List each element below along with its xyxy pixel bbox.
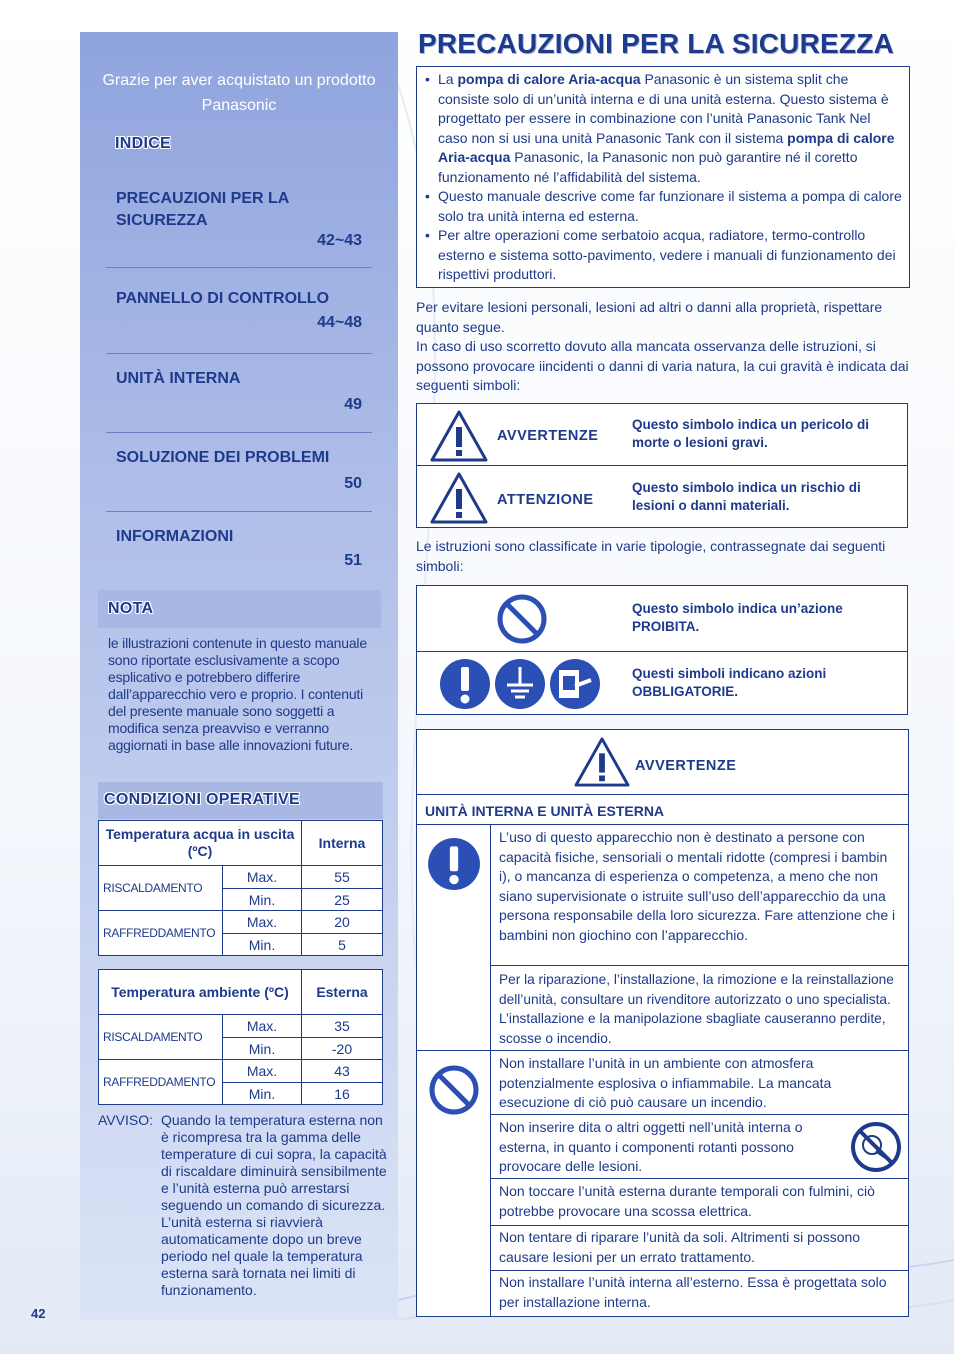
left-panel (80, 32, 398, 1320)
table-header: Temperatura ambiente (ºC) (99, 970, 302, 1015)
mode-cell: RISCALDAMENTO (99, 866, 223, 911)
proibita-row (416, 585, 908, 652)
toc-page: 44~48 (317, 314, 362, 331)
warning-triangle-icon (429, 471, 489, 525)
max-label: Max. (223, 1015, 302, 1038)
toc-item[interactable] (106, 354, 372, 433)
warning-item: Non installare l’unità interna all’esterno. Essa è progettata solo per installazione interna. (499, 1274, 887, 1310)
min-label: Min. (223, 934, 302, 956)
toc-page: 42~43 (317, 232, 362, 249)
avviso-note (98, 1112, 388, 1299)
mode-cell: RISCALDAMENTO (99, 1015, 223, 1060)
mode-cell: RAFFREDDAMENTO (99, 1060, 223, 1105)
value-cell: 5 (302, 934, 383, 956)
max-label: Max. (223, 1060, 302, 1083)
attenzione-row (416, 465, 908, 528)
value-cell: -20 (302, 1038, 383, 1060)
ground-connection-icon (494, 658, 546, 710)
warnings-header (417, 730, 908, 795)
page-title: PRECAUZIONI PER LA SICUREZZA (418, 28, 894, 59)
section-label-row (417, 795, 908, 825)
min-label: Min. (223, 1083, 302, 1105)
prohibited-icon (428, 1064, 480, 1116)
min-label: Min. (223, 889, 302, 911)
outdoor-temp-table (98, 969, 383, 1105)
toc-title: SOLUZIONE DEI PROBLEMI (116, 449, 330, 466)
avviso-text: Quando la temperatura esterna non è ricompresa tra la gamma delle temperature di cui sopra, la capacità di riscaldare diminuirà sensibilmente e l’unità esterna può arrestarsi seguendo un comando di sicurezza. L’unità esterna si riavvierà automaticamente dopo un breve periodo nel quale la temperatura esterna sarà tornata nei limiti di funzionamento. (161, 1112, 387, 1298)
no-fingers-fan-icon (850, 1121, 902, 1173)
attenzione-word: ATTENZIONE (497, 492, 594, 508)
toc-item[interactable] (106, 512, 372, 580)
mode-cell: RAFFREDDAMENTO (99, 911, 223, 956)
intro-bullet: • Questo manuale descrive come far funzionare il sistema a pompa di calore solo tra unità interna ed esterna. (425, 187, 903, 226)
classification-paragraph: Le istruzioni sono classificate in varie tipologie, contrassegnate dai seguenti simboli: (416, 538, 886, 574)
obbligatorie-desc: Questi simboli indicano azioni OBBLIGATORIE. (632, 666, 827, 699)
indoor-temp-table (98, 820, 383, 956)
warnings-header-label: AVVERTENZE (635, 758, 737, 774)
warning-triangle-icon (429, 409, 489, 463)
proibita-desc: Questo simbolo indica un’azione PROIBITA. (632, 601, 843, 634)
value-cell: 16 (302, 1083, 383, 1105)
table-header: Interna (302, 821, 383, 866)
toc-item[interactable] (106, 268, 372, 354)
value-cell: 43 (302, 1060, 383, 1083)
warning-item: Non inserire dita o altri oggetti nell’unità interna o esterna, in quanto i componenti rotanti possono provocare delle lesioni. (491, 1115, 908, 1179)
nota-text: le illustrazioni contenute in questo manuale sono riportate esclusivamente a scopo esplicativo e potrebbero differire dall’apparecchio vero e proprio. I contenuti del presente manuale sono soggetti a modifica senza preavviso e verranno aggiornati in base alle innovazioni future. (108, 635, 367, 753)
max-label: Max. (223, 866, 302, 889)
avvertenze-row (416, 403, 908, 466)
min-label: Min. (223, 1038, 302, 1060)
condizioni-heading: CONDIZIONI OPERATIVE (104, 791, 300, 808)
section-label: UNITÀ INTERNA E UNITÀ ESTERNA (425, 803, 665, 819)
toc-page: 51 (344, 552, 362, 569)
warning-triangle-icon (573, 736, 631, 788)
page-number: 42 (31, 1306, 46, 1321)
warnings-box (416, 729, 909, 1317)
warning-item: Non installare l’unità in un ambiente con atmosfera potenzialmente esplosiva o infiammabile. La mancata esecuzione di ciò può causare un incendio. (491, 1051, 908, 1115)
table-header: Esterna (302, 970, 383, 1015)
toc-item[interactable] (106, 187, 372, 268)
toc-title: INFORMAZIONI (116, 528, 234, 545)
toc-title: UNITÀ INTERNA (116, 370, 241, 387)
mandatory-exclamation-icon (427, 837, 481, 891)
mandatory-exclamation-icon (439, 658, 491, 710)
toc-page: 50 (344, 475, 362, 492)
value-cell: 25 (302, 889, 383, 911)
table-header: Temperatura acqua in uscita (ºC) (99, 821, 302, 866)
attenzione-desc: Questo simbolo indica un rischio di lesioni o danni materiali. (632, 480, 861, 513)
thanks-text: Grazie per aver acquistato un prodotto Panasonic (102, 72, 376, 114)
warning-item: L’uso di questo apparecchio non è destinato a persone con capacità fisiche, sensoriali o mentali ridotte (compresi i bambin i), o mancanza di esperienza o competenza, a meno che non siano supervisionate o istruite sull’uso dell’apparecchio da una persona responsabile della loro sicurezza. Fare attenzione che i bambini non giochino con l’apparecchio. (491, 825, 908, 966)
toc-page: 49 (344, 396, 362, 413)
warning-item: Per la riparazione, l’installazione, la rimozione e la reinstallazione dell’unità, consultare un rivenditore autorizzato o uno specialista. L’installazione e la manipolazione sbagliate causeranno perdite, scosse o incendio. (499, 972, 894, 1046)
prohibited-icon (496, 593, 548, 645)
toc-title: PRECAUZIONI PER LA SICUREZZA (116, 190, 289, 229)
toc-title: PANNELLO DI CONTROLLO (116, 290, 330, 307)
intro-paragraph: Per evitare lesioni personali, lesioni ad altri o danni alla proprietà, rispettare quanto segue. In caso di uso scorretto dovuto alla mancata osservanza delle istruzioni, si possono provocare iincidenti o danni di varia natura, la cui gravità è indicata dai seguenti simboli: (416, 299, 909, 393)
toc-item[interactable] (106, 433, 372, 512)
obbligatorie-row (416, 651, 908, 715)
max-label: Max. (223, 911, 302, 934)
warning-item: Non toccare l’unità esterna durante temporali con fulmini, ciò potrebbe provocare una scossa elettrica. (491, 1179, 908, 1226)
intro-box (416, 66, 910, 288)
avvertenze-word: AVVERTENZE (497, 428, 599, 444)
value-cell: 35 (302, 1015, 383, 1038)
nota-heading: NOTA (108, 600, 154, 617)
avviso-label: AVVISO: (98, 1112, 153, 1128)
intro-bullet: • La pompa di calore Aria-acqua Panasonic è un sistema split che consiste solo di un’unità interna e di una unità esterna. Questo sistema è progettato per essere in combinazione con l’unità Panasonic Tank Nel caso non si usi una unità Panasonic Tank con il sistema pompa di calore Aria-acqua Panasonic, la Panasonic non può garantire né il coretto funzionamento né l’affidabilità del sistema. (425, 70, 903, 187)
intro-bullet: • Per altre operazioni come serbatoio acqua, radiatore, termo-controllo esterno e sistema sotto-pavimento, vedere i manuali di funzionamento dei rispettivi produttori. (425, 226, 903, 285)
warning-item: Non tentare di riparare l’unità da soli. Altrimenti si possono causare lesioni per un errato trattamento. (491, 1226, 908, 1271)
unplug-icon (549, 658, 601, 710)
indice-heading: INDICE (115, 135, 172, 152)
avvertenze-desc: Questo simbolo indica un pericolo di morte o lesioni gravi. (632, 417, 870, 450)
value-cell: 55 (302, 866, 383, 889)
value-cell: 20 (302, 911, 383, 934)
